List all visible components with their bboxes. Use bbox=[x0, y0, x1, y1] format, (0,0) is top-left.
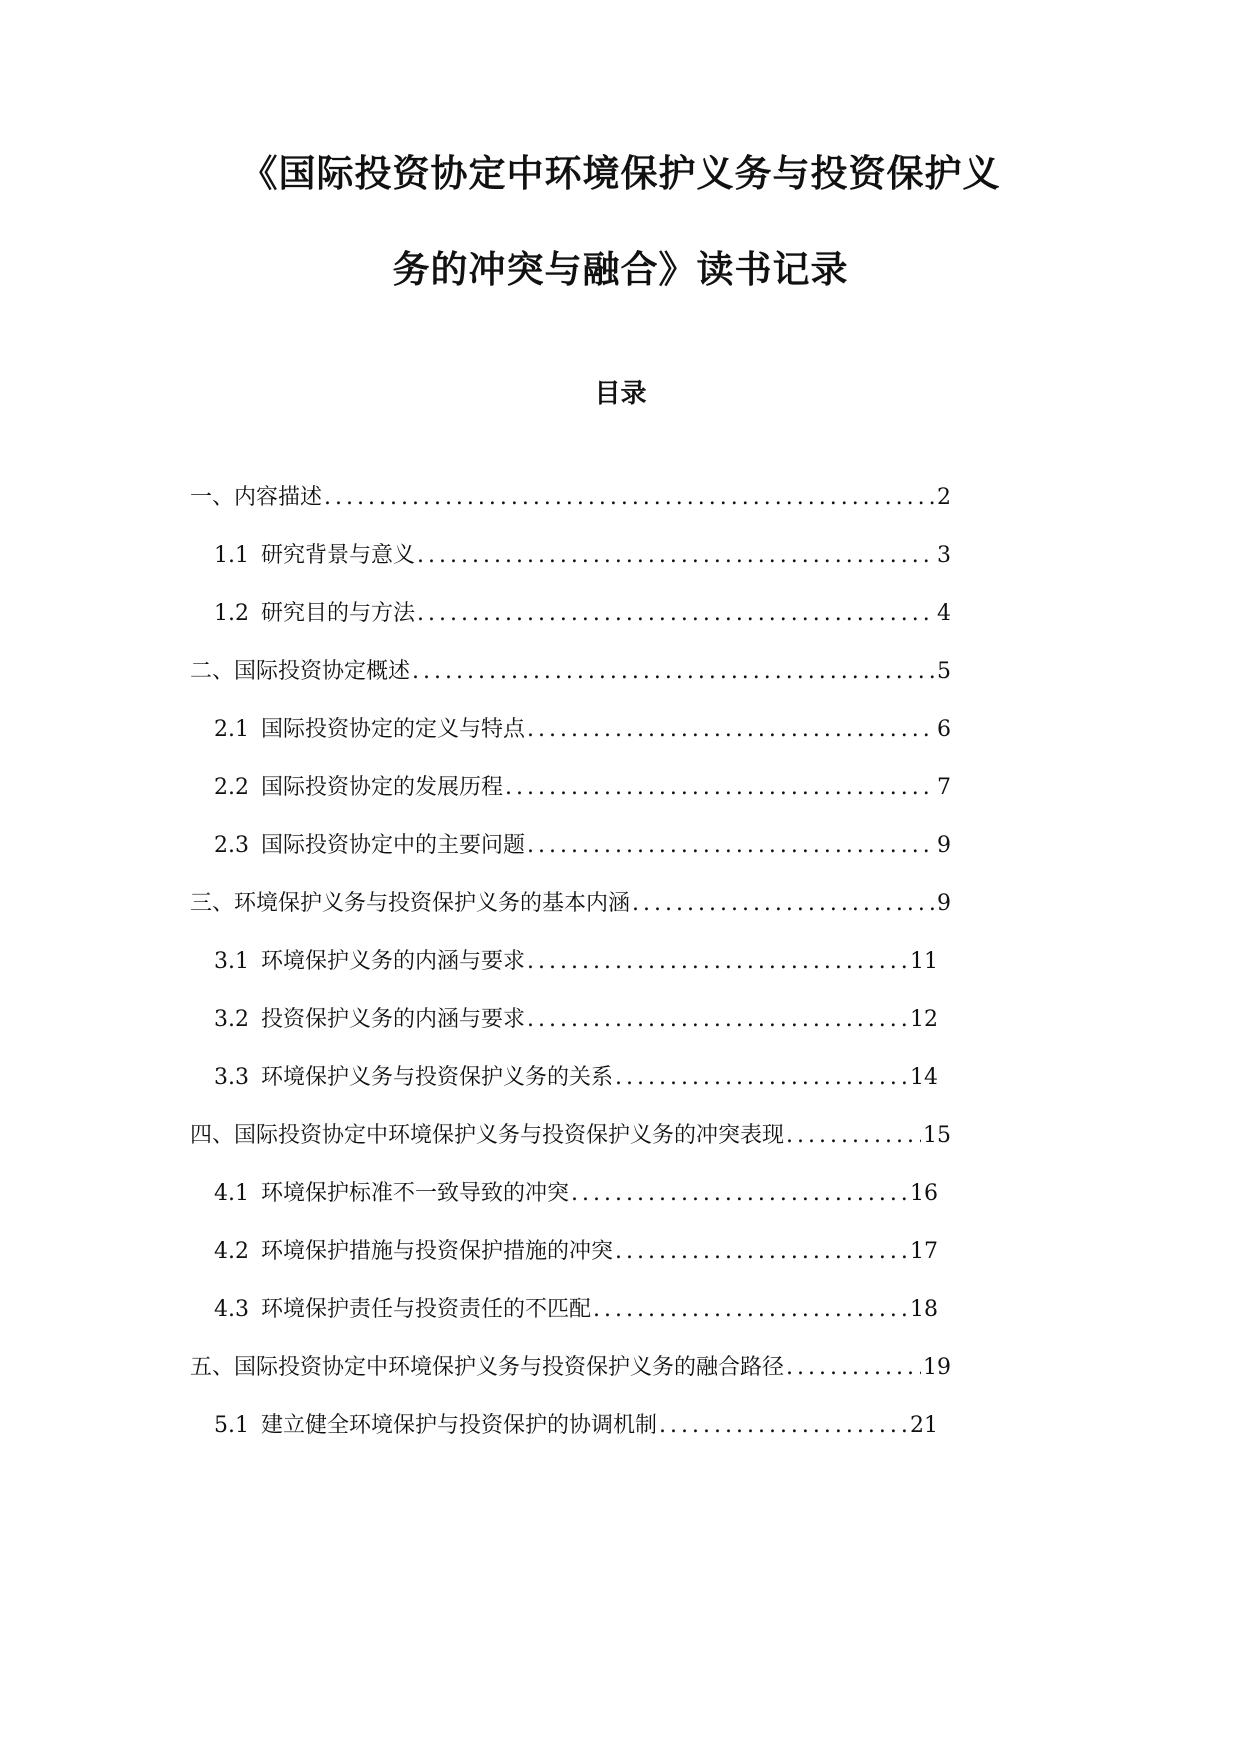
toc-page-number: 19 bbox=[923, 1355, 951, 1380]
toc-leader-dots bbox=[417, 538, 935, 574]
toc-page-number: 17 bbox=[910, 1239, 938, 1264]
toc-entry-text: 国际投资协定的发展历程 bbox=[261, 775, 504, 800]
toc-leader-dots bbox=[615, 1234, 908, 1270]
toc-entry-text: 国际投资协定的定义与特点 bbox=[261, 717, 526, 742]
toc-leader-dots bbox=[417, 596, 935, 632]
document-title-line-1: 《国际投资协定中环境保护义务与投资保护义 bbox=[240, 152, 1001, 195]
toc-entry[interactable] bbox=[214, 1060, 938, 1096]
toc-entry[interactable] bbox=[214, 596, 951, 632]
toc-entry-text: 二、国际投资协定概述 bbox=[190, 659, 411, 684]
toc-section-number: 2.3 bbox=[214, 833, 249, 858]
toc-entry-text: 三、环境保护义务与投资保护义务的基本内涵 bbox=[190, 891, 631, 916]
toc-page-number: 14 bbox=[910, 1065, 938, 1090]
toc-entry-text: 研究目的与方法 bbox=[261, 601, 416, 626]
toc-entry[interactable] bbox=[190, 654, 951, 690]
toc-leader-dots bbox=[571, 1176, 908, 1212]
toc-page-number: 2 bbox=[937, 485, 951, 510]
toc-entry[interactable] bbox=[190, 1350, 951, 1386]
toc-leader-dots bbox=[412, 654, 935, 690]
toc-entry-text: 建立健全环境保护与投资保护的协调机制 bbox=[261, 1413, 658, 1438]
toc-entry-text: 环境保护措施与投资保护措施的冲突 bbox=[261, 1239, 614, 1264]
toc-section-number: 2.1 bbox=[214, 717, 249, 742]
toc-entry-text: 环境保护责任与投资责任的不匹配 bbox=[261, 1297, 592, 1322]
toc-section-number: 5.1 bbox=[214, 1413, 249, 1438]
toc-leader-dots bbox=[659, 1408, 908, 1444]
toc-leader-dots bbox=[527, 944, 908, 980]
toc-page-number: 4 bbox=[937, 601, 951, 626]
toc-entry-text: 环境保护标准不一致导致的冲突 bbox=[261, 1181, 570, 1206]
toc-entry[interactable] bbox=[214, 770, 951, 806]
toc-section-number: 3.1 bbox=[214, 949, 249, 974]
toc-leader-dots bbox=[786, 1350, 921, 1386]
toc-entry[interactable] bbox=[214, 1234, 938, 1270]
toc-page-number: 11 bbox=[910, 949, 938, 974]
toc-leader-dots bbox=[632, 886, 935, 922]
toc-section-number: 4.1 bbox=[214, 1181, 249, 1206]
toc-section-number: 1.2 bbox=[214, 601, 249, 626]
toc-page-number: 5 bbox=[937, 659, 951, 684]
toc-page-number: 7 bbox=[937, 775, 951, 800]
toc-entry-text: 研究背景与意义 bbox=[261, 543, 416, 568]
toc-page-number: 9 bbox=[937, 833, 951, 858]
toc-entry[interactable] bbox=[214, 1292, 938, 1328]
toc-leader-dots bbox=[786, 1118, 921, 1154]
toc-leader-dots bbox=[527, 712, 935, 748]
toc-page-number: 16 bbox=[910, 1181, 938, 1206]
toc-section-number: 4.3 bbox=[214, 1297, 249, 1322]
toc-section-number: 4.2 bbox=[214, 1239, 249, 1264]
toc-entry[interactable] bbox=[190, 1118, 951, 1154]
toc-entry[interactable] bbox=[190, 886, 951, 922]
toc-entry[interactable] bbox=[214, 1176, 938, 1212]
toc-page-number: 6 bbox=[937, 717, 951, 742]
toc-entry[interactable] bbox=[214, 538, 951, 574]
toc-leader-dots bbox=[527, 828, 935, 864]
toc-page-number: 21 bbox=[910, 1413, 938, 1438]
toc-entry[interactable] bbox=[214, 1408, 938, 1444]
toc-entry[interactable] bbox=[190, 480, 951, 516]
document-title-line-2: 务的冲突与融合》读书记录 bbox=[392, 248, 849, 291]
toc-entry[interactable] bbox=[214, 712, 951, 748]
toc-entry[interactable] bbox=[214, 828, 951, 864]
toc-leader-dots bbox=[324, 480, 935, 516]
toc-section-number: 3.2 bbox=[214, 1007, 249, 1032]
toc-entry-text: 环境保护义务的内涵与要求 bbox=[261, 949, 526, 974]
toc-section-number: 1.1 bbox=[214, 543, 249, 568]
toc-leader-dots bbox=[527, 1002, 908, 1038]
toc-entry[interactable] bbox=[214, 1002, 938, 1038]
toc-section-number: 3.3 bbox=[214, 1065, 249, 1090]
toc-entry-text: 五、国际投资协定中环境保护义务与投资保护义务的融合路径 bbox=[190, 1355, 785, 1380]
toc-entry-text: 投资保护义务的内涵与要求 bbox=[261, 1007, 526, 1032]
toc-section-number: 2.2 bbox=[214, 775, 249, 800]
toc-page-number: 15 bbox=[923, 1123, 951, 1148]
toc-entry[interactable] bbox=[214, 944, 938, 980]
toc-entry-text: 环境保护义务与投资保护义务的关系 bbox=[261, 1065, 614, 1090]
toc-page-number: 12 bbox=[910, 1007, 938, 1032]
toc-leader-dots bbox=[505, 770, 935, 806]
toc-leader-dots bbox=[615, 1060, 908, 1096]
toc-page-number: 18 bbox=[910, 1297, 938, 1322]
toc-entry-text: 国际投资协定中的主要问题 bbox=[261, 833, 526, 858]
toc-page-number: 3 bbox=[937, 543, 951, 568]
toc-heading: 目录 bbox=[594, 379, 647, 409]
toc-entry-text: 四、国际投资协定中环境保护义务与投资保护义务的冲突表现 bbox=[190, 1123, 785, 1148]
toc-leader-dots bbox=[593, 1292, 908, 1328]
toc-page-number: 9 bbox=[937, 891, 951, 916]
toc-entry-text: 一、内容描述 bbox=[190, 485, 323, 510]
